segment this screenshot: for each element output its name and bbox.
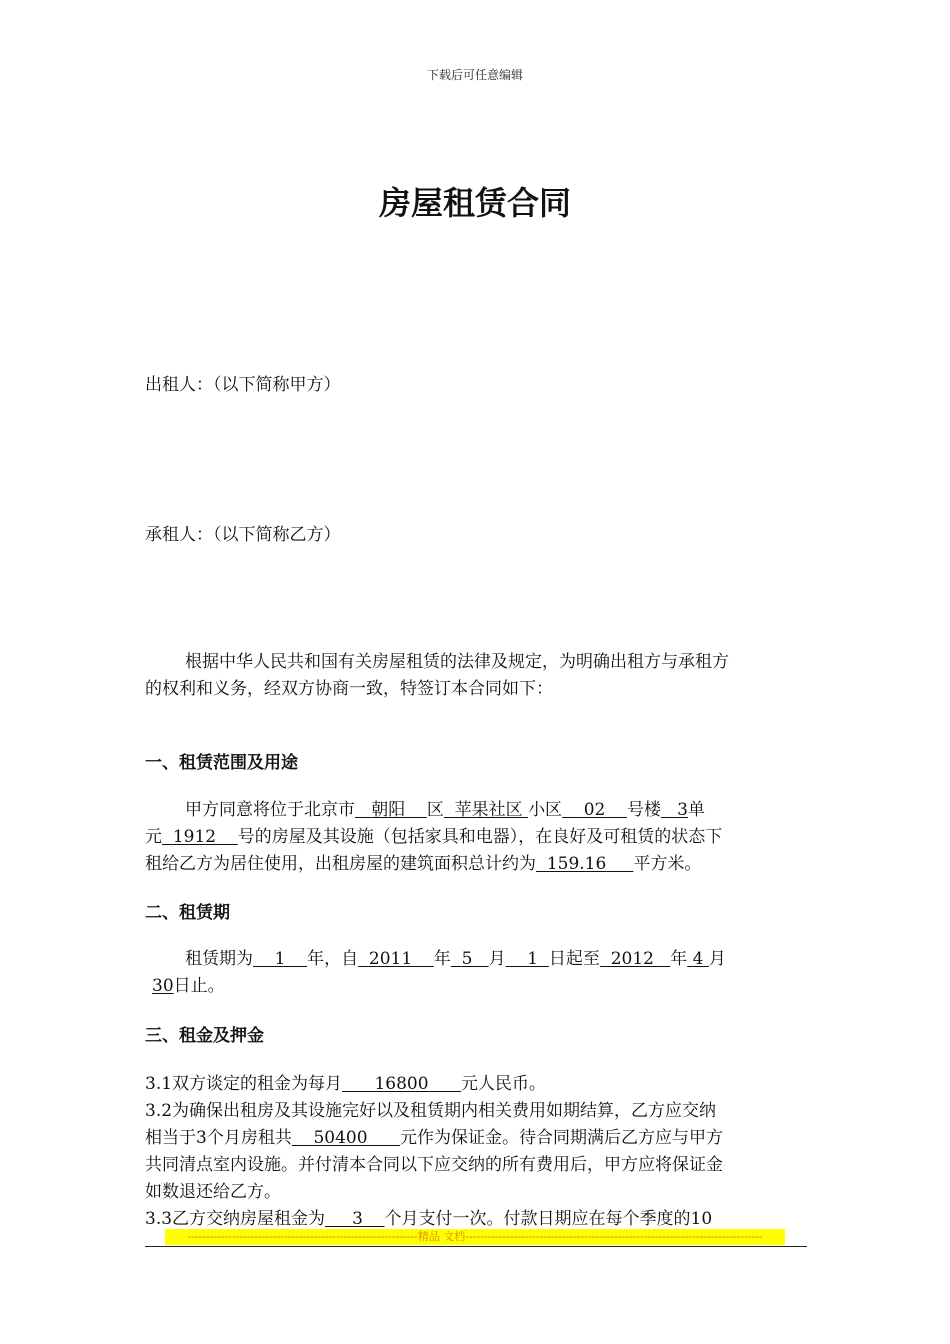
clause-3-1: 3.1双方谈定的租金为每月 16800 元人民币。 — [145, 1074, 547, 1094]
unit-value: 3 — [677, 800, 688, 820]
section-2-heading: 二、租赁期 — [145, 903, 230, 923]
monthly-rent: 16800 — [374, 1074, 429, 1094]
area-value: 159.16 — [546, 854, 607, 874]
end-year: 2012 — [610, 949, 654, 969]
document-title: 房屋租赁合同 — [378, 184, 571, 222]
lessor-line: 出租人：（以下简称甲方） — [145, 375, 341, 395]
clause-3-2-line-1: 3.2为确保出租房及其设施完好以及租赁期内相关费用如期结算，乙方应交纳 — [145, 1101, 717, 1121]
start-month: 5 — [461, 949, 473, 969]
intro-line-1: 根据中华人民共和国有关房屋租赁的法律及规定，为明确出租方与承租方 — [185, 652, 729, 672]
footer-rule — [145, 1246, 807, 1247]
intro-line-2: 的权利和义务，经双方协商一致，特签订本合同如下： — [145, 679, 553, 699]
clause-3-2-line-2: 相当于3个月房租共 50400 元作为保证金。待合同期满后乙方应与甲方 — [145, 1128, 723, 1148]
section-1-line-1: 甲方同意将位于北京市 朝阳 区 苹果社区 小区 02 号楼 3单 — [185, 800, 705, 820]
section-2-line-1: 租赁期为 1 年，自 2011 年 5 月 1 日起至 2012 年 4 月 — [185, 949, 726, 969]
start-year: 2011 — [368, 949, 413, 969]
end-month: 4 — [692, 949, 704, 969]
community-value: 苹果社区 — [454, 800, 523, 820]
deposit-amount: 50400 — [313, 1128, 368, 1148]
district-value: 朝阳 — [371, 800, 406, 820]
section-1-line-2: 元 1912 号的房屋及其设施（包括家具和电器），在良好及可租赁的状态下 — [145, 827, 723, 847]
clause-3-2-line-3: 共同清点室内设施。并付清本合同以下应交纳的所有费用后，甲方应将保证金 — [145, 1155, 723, 1175]
start-day: 1 — [527, 949, 539, 969]
building-value: 02 — [583, 800, 606, 820]
lease-years: 1 — [274, 949, 286, 969]
page-header: 下载后可任意编辑 — [426, 68, 523, 82]
room-value: 1912 — [172, 827, 217, 847]
section-1-heading: 一、租赁范围及用途 — [145, 753, 298, 773]
section-1-line-3: 租给乙方为居住使用，出租房屋的建筑面积总计约为 159.16 平方米。 — [145, 854, 702, 874]
clause-3-2-line-4: 如数退还给乙方。 — [145, 1182, 281, 1202]
end-day: 30 — [152, 976, 174, 996]
clause-3-3: 3.3乙方交纳房屋租金为 3 个月支付一次。付款日期应在每个季度的10 — [145, 1209, 713, 1229]
section-2-line-2: 30日止。 — [152, 976, 225, 996]
lessee-line: 承租人：（以下简称乙方） — [145, 525, 341, 545]
section-3-heading: 三、租金及押金 — [145, 1026, 264, 1046]
payment-months: 3 — [352, 1209, 363, 1229]
footer-banner: --------------------------------------------------------------精品 文档-------------------------------------------------------------------------------- — [165, 1229, 785, 1245]
footer-label: 精品 文档 — [417, 1230, 466, 1243]
